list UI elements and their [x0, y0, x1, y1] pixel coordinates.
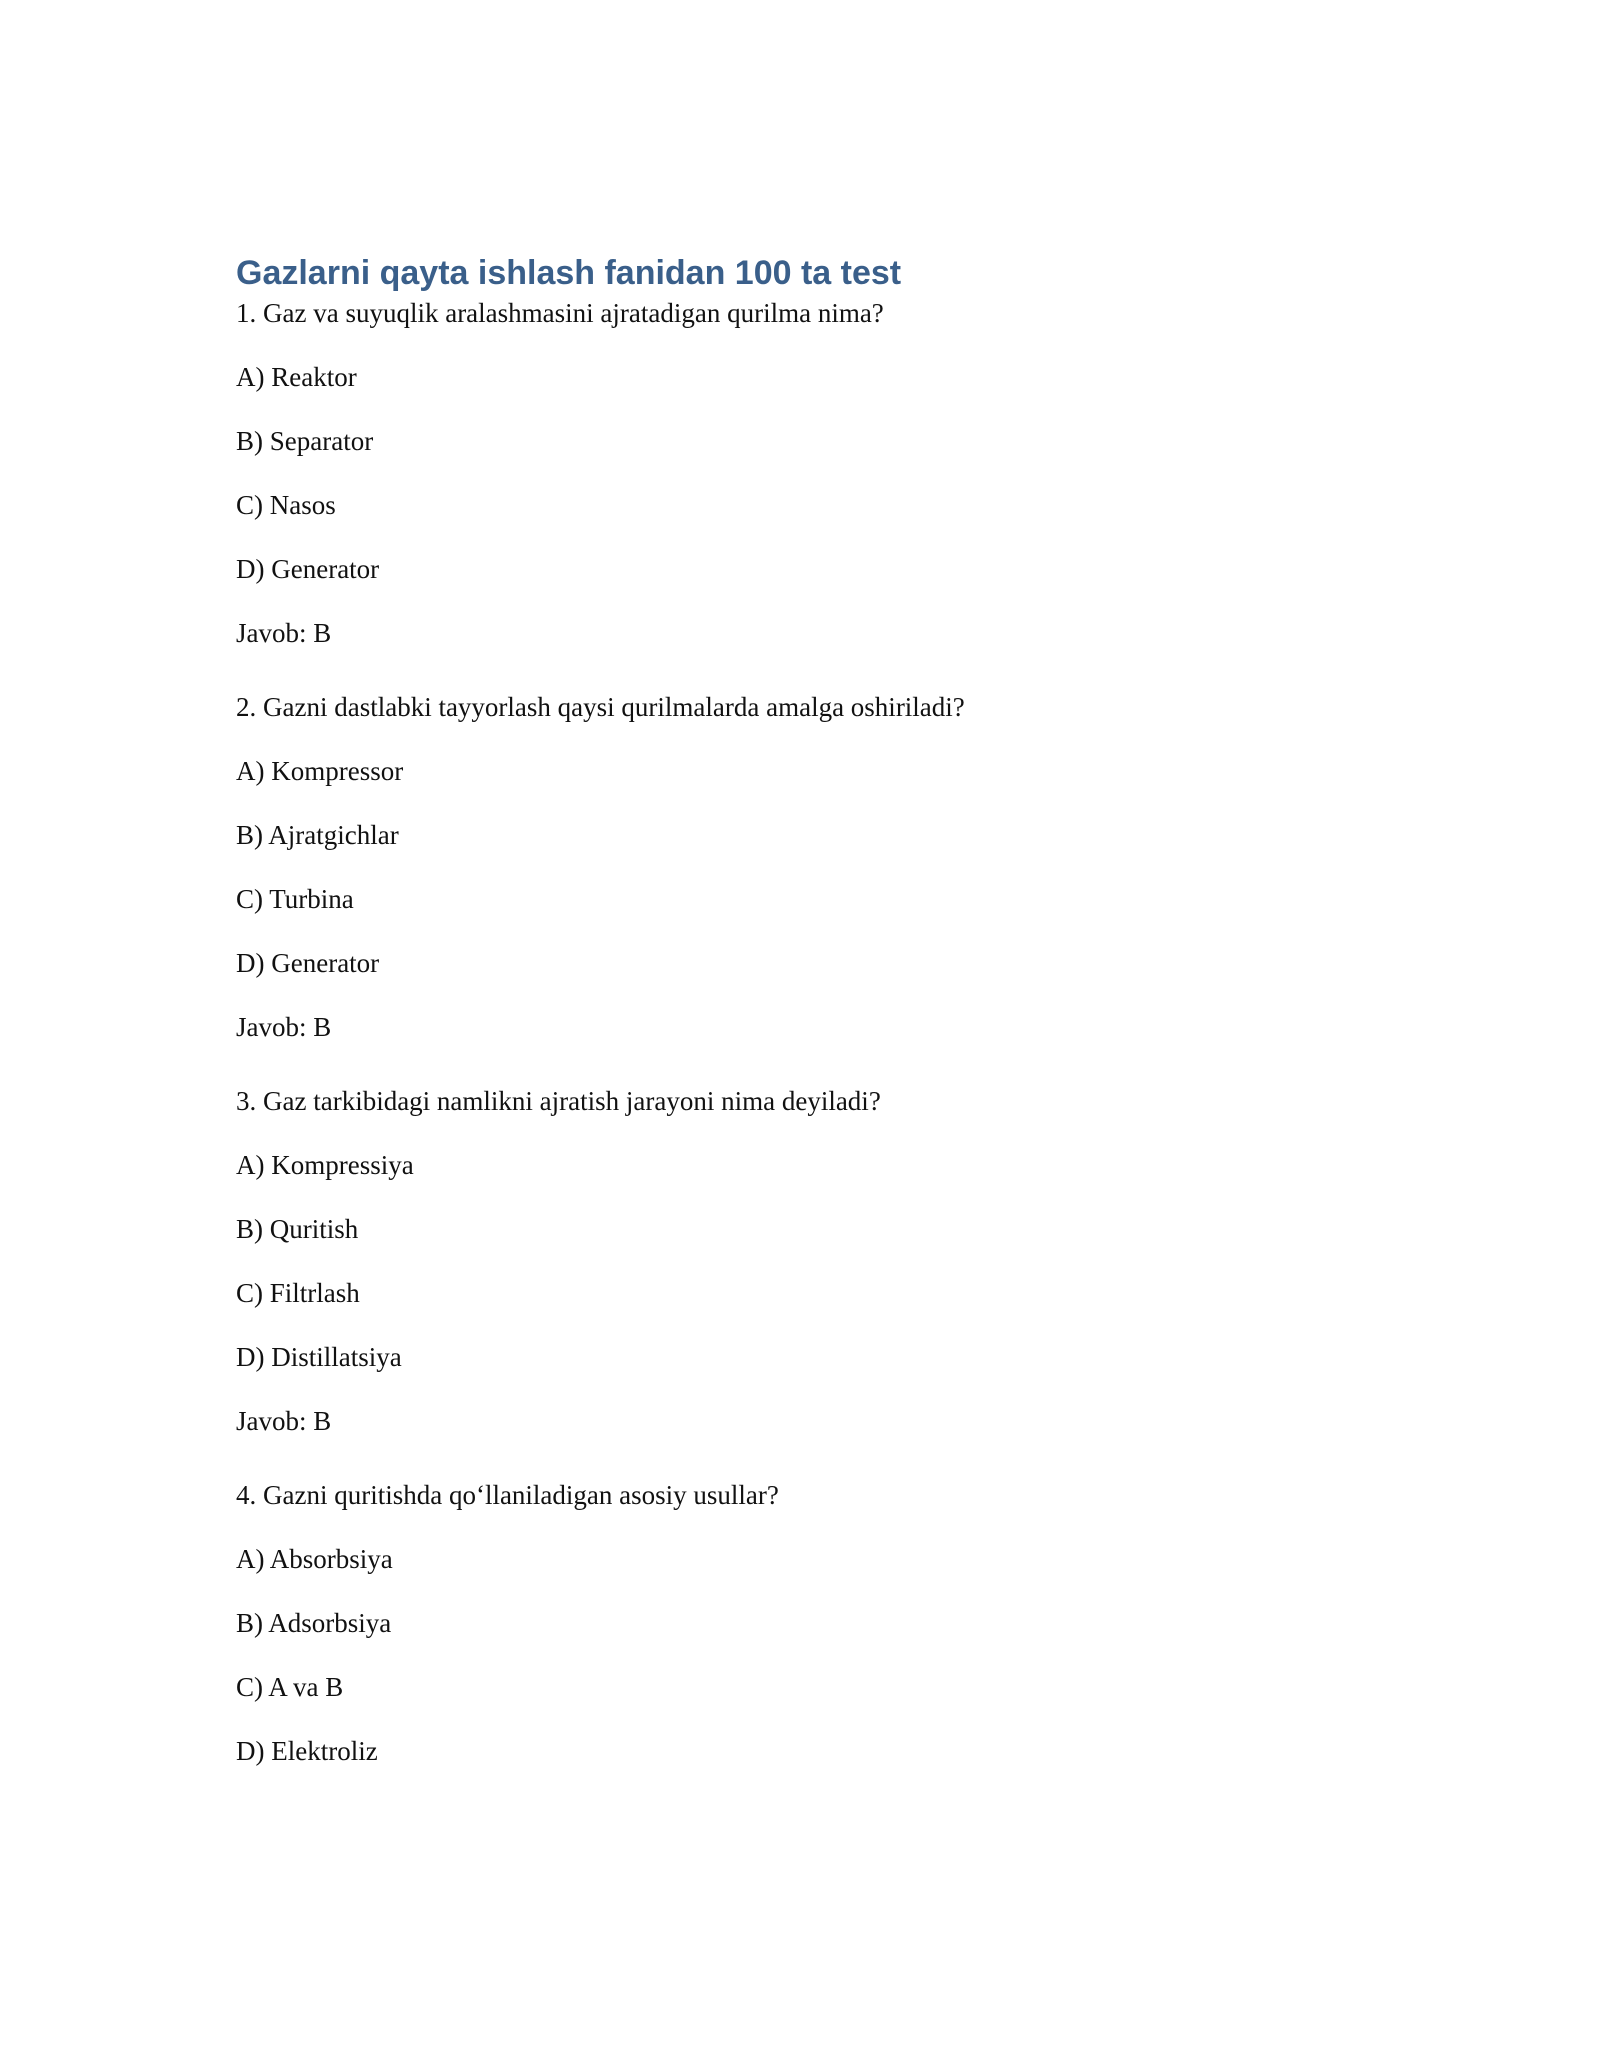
- correct-answer: Javob: B: [236, 1406, 332, 1436]
- correct-answer: Javob: B: [236, 618, 332, 648]
- question-text: 3. Gaz tarkibidagi namlikni ajratish jarayoni nima deyiladi?: [236, 1086, 881, 1116]
- answer-option: A) Absorbsiya: [236, 1544, 393, 1574]
- answer-option: D) Generator: [236, 554, 380, 584]
- answer-option: B) Adsorbsiya: [236, 1608, 392, 1638]
- answer-option: D) Generator: [236, 948, 380, 978]
- answer-option: D) Elektroliz: [236, 1736, 378, 1766]
- question-block: [236, 690, 1366, 1044]
- answer-option: B) Ajratgichlar: [236, 820, 399, 850]
- document-title: Gazlarni qayta ishlash fanidan 100 ta test: [236, 254, 902, 292]
- answer-option: A) Kompressiya: [236, 1150, 414, 1180]
- question-text: 4. Gazni quritishda qo‘llaniladigan asosiy usullar?: [236, 1480, 779, 1510]
- document-content: [236, 250, 1366, 1798]
- answer-option: A) Kompressor: [236, 756, 404, 786]
- answer-option: B) Quritish: [236, 1214, 359, 1244]
- question-text: 2. Gazni dastlabki tayyorlash qaysi qurilmalarda amalga oshiriladi?: [236, 692, 965, 722]
- question-block: [236, 1478, 1366, 1768]
- answer-option: C) A va B: [236, 1672, 344, 1702]
- question-block: [236, 1084, 1366, 1438]
- answer-option: D) Distillatsiya: [236, 1342, 402, 1372]
- question-text: 1. Gaz va suyuqlik aralashmasini ajratadigan qurilma nima?: [236, 298, 884, 328]
- answer-option: A) Reaktor: [236, 362, 357, 392]
- answer-option: C) Turbina: [236, 884, 354, 914]
- answer-option: B) Separator: [236, 426, 374, 456]
- answer-option: C) Filtrlash: [236, 1278, 360, 1308]
- answer-option: C) Nasos: [236, 490, 336, 520]
- correct-answer: Javob: B: [236, 1012, 332, 1042]
- question-block: [236, 296, 1366, 650]
